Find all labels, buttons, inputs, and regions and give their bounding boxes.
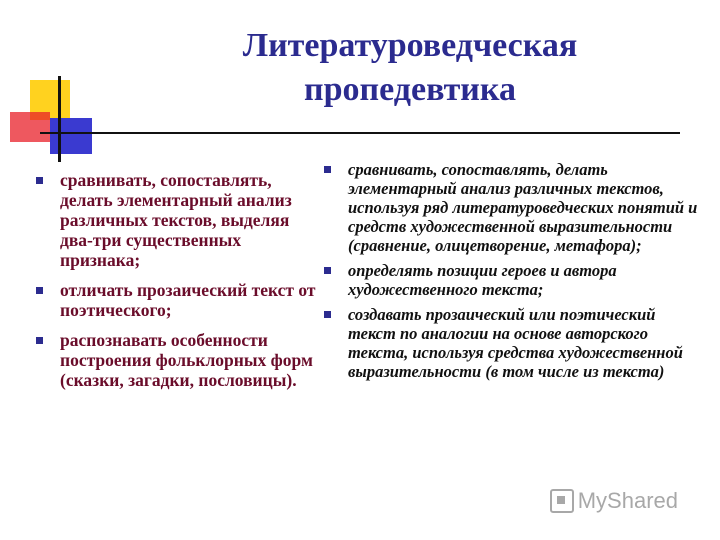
square-bullet-icon [36,287,43,294]
left-list-item [32,330,317,390]
left-item-text: отличать прозаический текст от поэтического; [60,280,316,320]
left-column [32,170,317,400]
square-bullet-icon [324,267,331,274]
vertical-rule [58,76,61,162]
horizontal-rule [40,132,680,134]
watermark-text: MyShared [577,488,678,513]
right-item-text: создавать прозаический или поэтический текст по аналогии на основе авторского текста, используя средства художественной выразительности (в том числе из текста) [348,305,683,381]
slide-title [140,24,680,112]
right-list-item [320,160,705,255]
left-item-text: распознавать особенности построения фольклорных форм (сказки, загадки, пословицы). [60,330,313,390]
watermark [550,488,678,514]
decorative-squares [0,0,160,170]
blue-square [50,118,92,154]
red-square [10,112,50,142]
left-item-text: сравнивать, сопоставлять, делать элементарный анализ различных текстов, выделяя два-три существенных признака; [60,170,292,270]
left-bullet-list [32,170,317,390]
left-list-item [32,170,317,270]
square-bullet-icon [324,311,331,318]
right-list-item [320,305,705,381]
square-bullet-icon [36,177,43,184]
right-column [320,160,705,387]
left-list-item [32,280,317,320]
square-bullet-icon [36,337,43,344]
right-list-item [320,261,705,299]
right-item-text: сравнивать, сопоставлять, делать элементарный анализ различных текстов, используя ряд литературоведческих понятий и средств художественной выразительности (сравнение, олицетворение, метафора); [348,160,698,255]
right-item-text: определять позиции героев и автора художественного текста; [348,261,617,299]
square-bullet-icon [324,166,331,173]
myshared-logo-icon [550,489,574,513]
title-line-1: Литературоведческая [242,27,578,64]
right-bullet-list [320,160,705,381]
title-line-2: пропедевтика [304,71,516,108]
